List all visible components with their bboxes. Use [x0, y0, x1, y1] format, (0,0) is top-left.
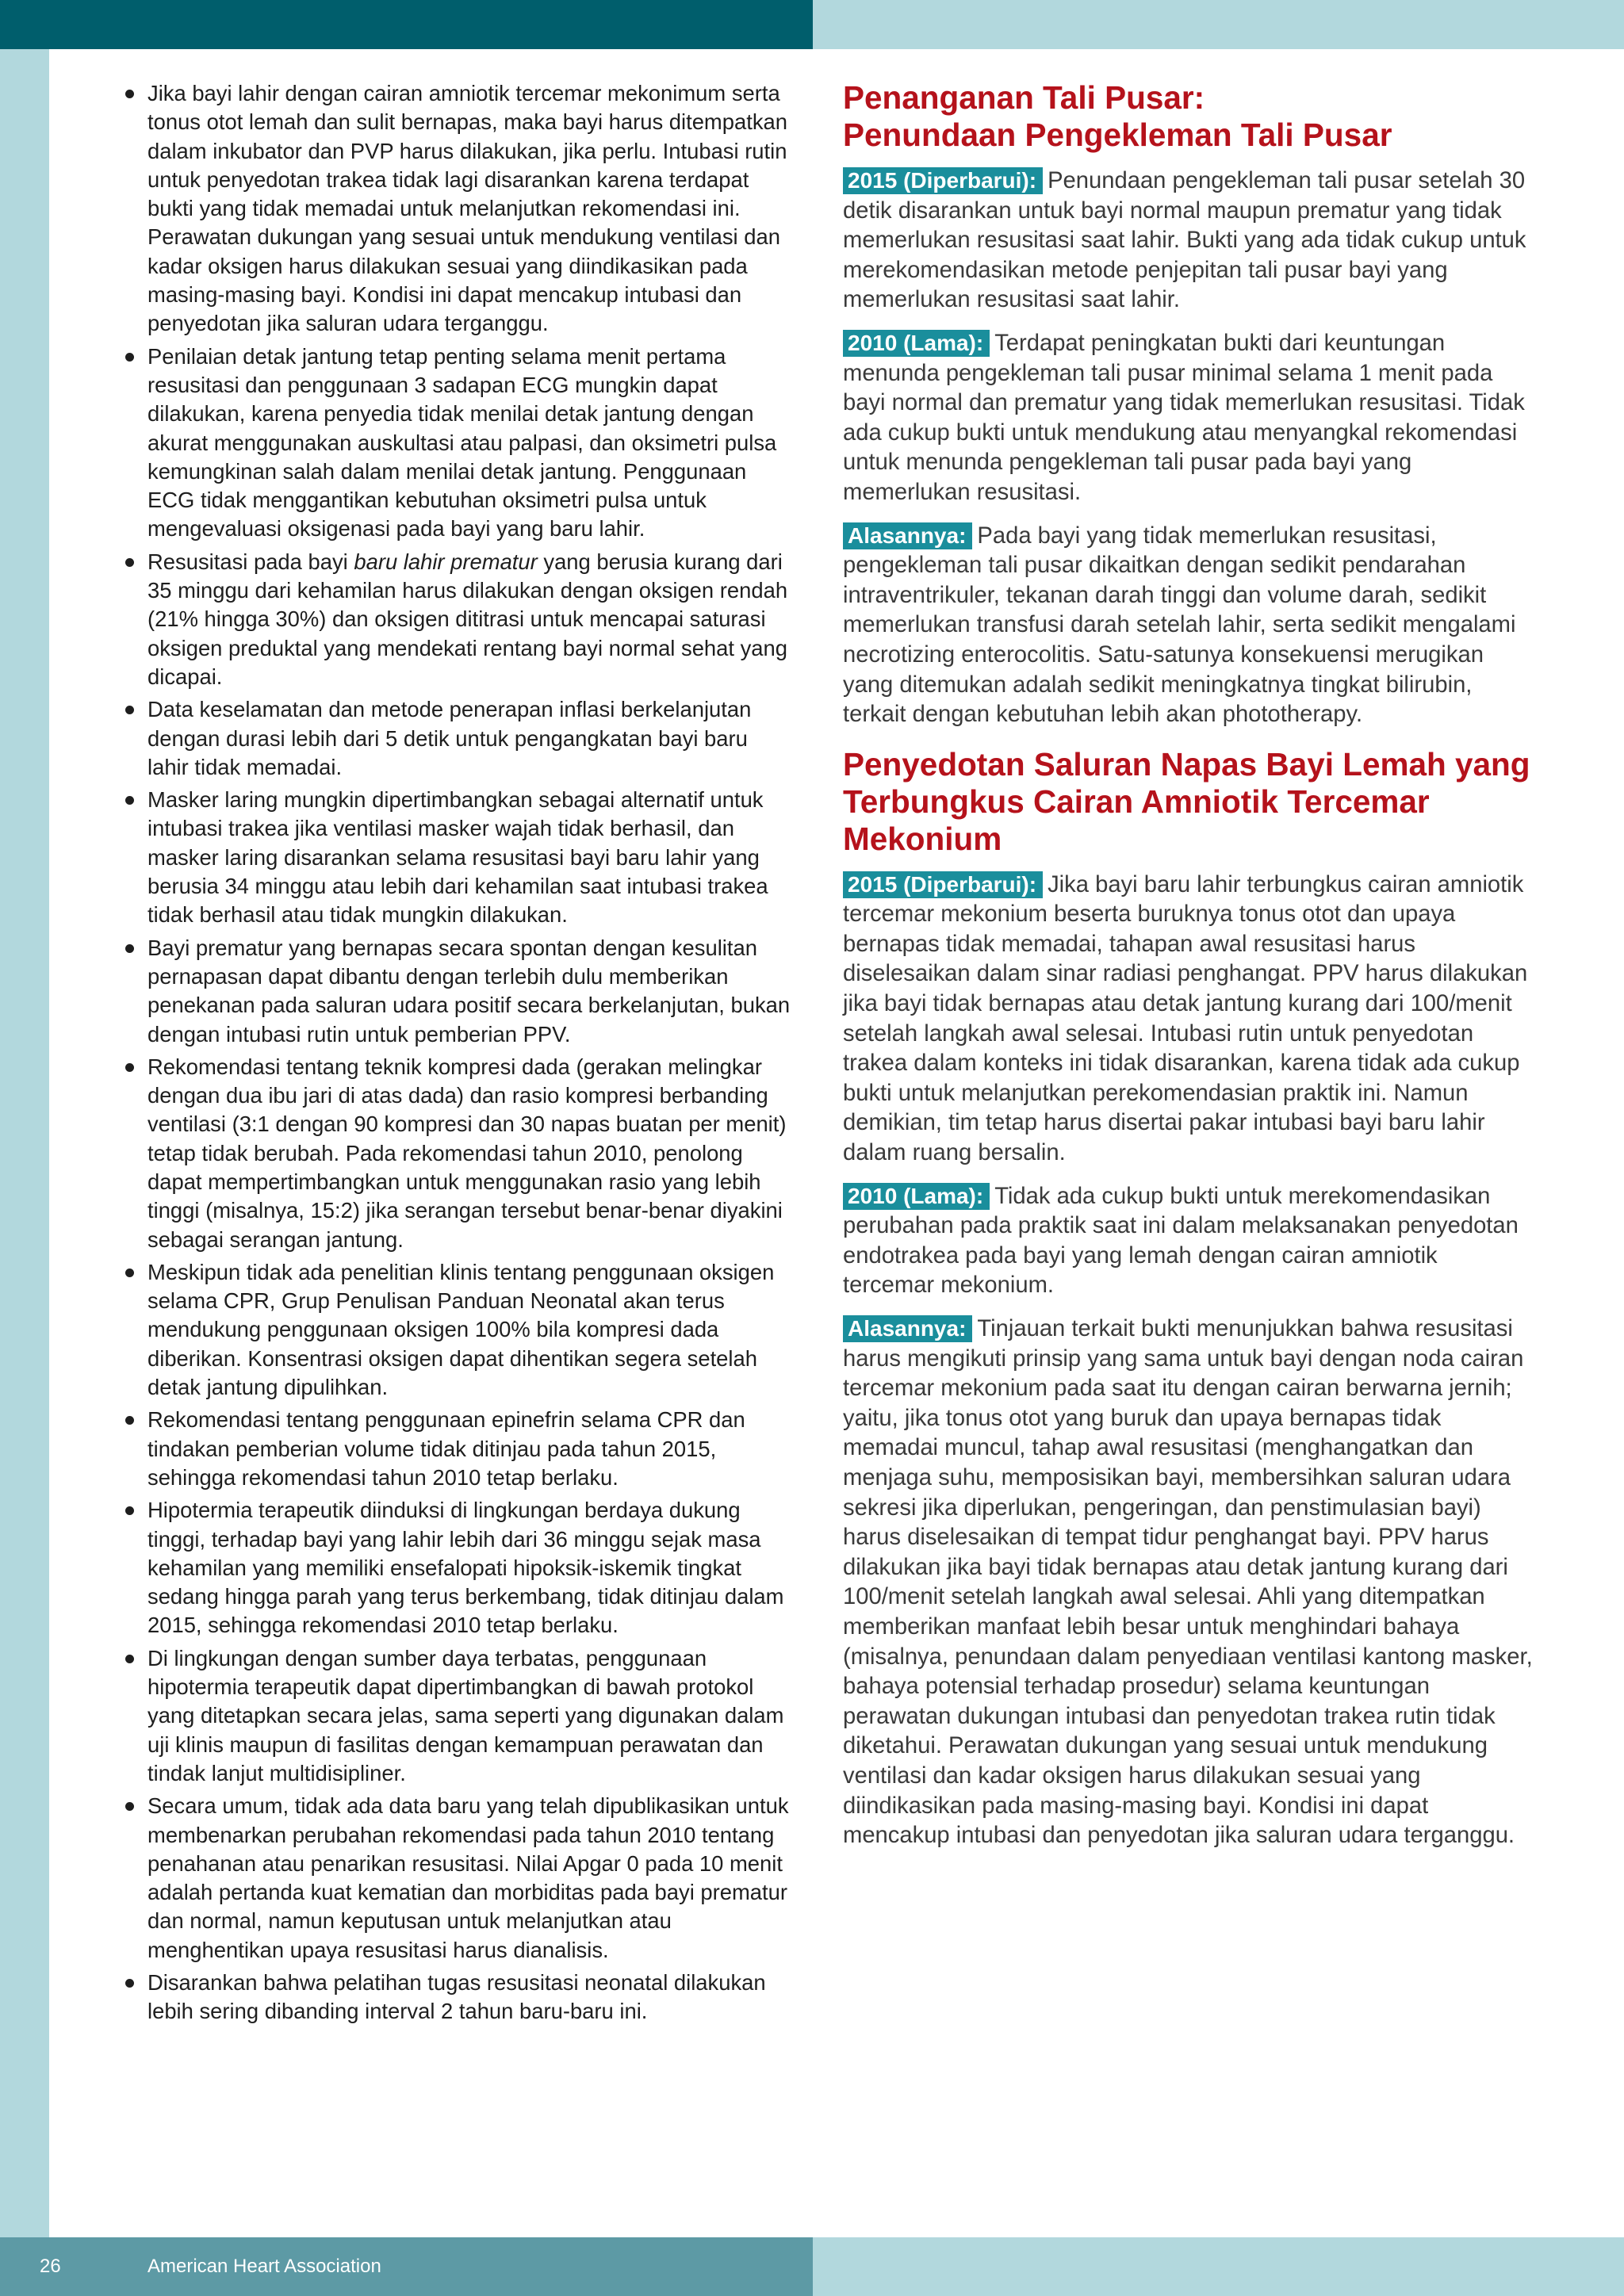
list-item: Meskipun tidak ada penelitian klinis tentang penggunaan oksigen selama CPR, Grup Penulisan Panduan Neonatal akan terus mendukung penggunaan oksigen 100% bila kompresi dada diberikan. Konsentrasi oksigen dapat dihentikan segera setelah detak jantung dipulihkan.	[121, 1258, 791, 1402]
list-item: Penilaian detak jantung tetap penting selama menit pertama resusitasi dan penggunaan 3 sadapan ECG mungkin dapat dilakukan, karena penyedia tidak menilai detak jantung dengan akurat menggunakan auskultasi atau palpasi, dan oksimetri pulsa kemungkinan salah dalam menilai detak jantung. Penggunaan ECG tidak menggantikan kebutuhan oksimetri pulsa untuk mengevaluasi oksigenasi pada bayi yang baru lahir.	[121, 342, 791, 544]
header-band-light	[813, 0, 1624, 49]
section-heading-meconium-suction: Penyedotan Saluran Napas Bayi Lemah yang Terbungkus Cairan Amniotik Tercemar Mekonium	[843, 745, 1530, 857]
list-item-text: Resusitasi pada bayi	[147, 549, 354, 574]
list-item: Di lingkungan dengan sumber daya terbatas, penggunaan hipotermia terapeutik dapat dipertimbangkan di bawah protokol yang ditetapkan secara jelas, sama seperti yang digunakan dalam uji klinis maupun di fasilitas dengan kemampuan perawatan dan tindak lanjut multidisipliner.	[121, 1644, 791, 1788]
list-item: Data keselamatan dan metode penerapan inflasi berkelanjutan dengan durasi lebih dari 5 detik untuk pengangkatan bayi baru lahir tidak memadai.	[121, 695, 791, 782]
paragraph-text: Terdapat peningkatan bukti dari keuntungan menunda pengekleman tali pusar minimal selama 1 menit pada bayi normal dan prematur yang tidak memerlukan resusitasi. Tidak ada cukup bukti untuk mendukung atau menyangkal rekomendasi untuk menunda pengekleman tali pusar pada bayi yang memerlukan resusitasi.	[843, 330, 1525, 505]
tag-label: 2010 (Lama):	[843, 1183, 990, 1210]
tag-label: Alasannya:	[843, 1315, 972, 1342]
paragraph-text: Pada bayi yang tidak memerlukan resusitasi, pengekleman tali pusar dikaitkan dengan sedikit pendarahan intraventrikuler, tekanan darah tinggi dan volume darah, sedikit memerlukan transfusi darah setelah lahir, serta sedikit mengalami necrotizing enterocolitis. Satu-satunya konsekuensi merugikan yang ditemukan adalah sedikit meningkatnya tingkat bilirubin, terkait dengan kebutuhan lebih akan phototherapy.	[843, 522, 1516, 728]
right-column	[843, 79, 1533, 1865]
paragraph-rationale	[843, 522, 1533, 730]
section-heading-cord-clamping: Penanganan Tali Pusar: Penundaan Pengekleman Tali Pusar	[843, 79, 1392, 153]
paragraph-2015-update	[843, 166, 1533, 316]
list-item-italic: baru lahir prematur	[354, 549, 538, 574]
recommendation-list	[121, 79, 791, 2026]
list-item: Jika bayi lahir dengan cairan amniotik tercemar mekonimum serta tonus otot lemah dan sulit bernapas, maka bayi harus ditempatkan dalam inkubator dan PVP harus dilakukan, jika perlu. Intubasi rutin untuk penyedotan trakea tidak lagi disarankan karena terdapat bukti yang tidak memadai untuk melanjutkan rekomendasi ini. Perawatan dukungan yang sesuai untuk mendukung ventilasi dan kadar oksigen harus dilakukan sesuai yang diindikasikan pada masing-masing bayi. Kondisi ini dapat mencakup intubasi dan penyedotan jika saluran udara terganggu.	[121, 79, 791, 339]
list-item: Rekomendasi tentang penggunaan epinefrin selama CPR dan tindakan pemberian volume tidak ditinjau pada tahun 2015, sehingga rekomendasi tahun 2010 tetap berlaku.	[121, 1406, 791, 1492]
list-item: Rekomendasi tentang teknik kompresi dada (gerakan melingkar dengan dua ibu jari di atas dada) dan rasio kompresi berbanding ventilasi (3:1 dengan 90 kompresi dan 30 napas buatan per menit) tetap tidak berubah. Pada rekomendasi tahun 2010, penolong dapat mempertimbangkan untuk menggunakan rasio yang lebih tinggi (misalnya, 15:2) jika serangan tersebut benar-benar diyakini sebagai serangan jantung.	[121, 1053, 791, 1254]
list-item: Bayi prematur yang bernapas secara spontan dengan kesulitan pernapasan dapat dibantu dengan terlebih dulu memberikan penekanan pada saluran udara positif secara berkelanjutan, bukan dengan intubasi rutin untuk pemberian PPV.	[121, 934, 791, 1049]
header-band-dark	[0, 0, 813, 49]
paragraph-2010-old	[843, 1182, 1533, 1301]
left-column	[121, 79, 791, 2030]
paragraph-text: Tinjauan terkait bukti menunjukkan bahwa resusitasi harus mengikuti prinsip yang sama untuk bayi dengan noda cairan tercemar mekonium pada saat itu dengan cairan berwarna jernih; yaitu, jika tonus otot yang buruk dan upaya bernapas tidak memadai muncul, tahap awal resusitasi (menghangatkan dan menjaga suhu, memposisikan bayi, membersihkan saluran udara sekresi jika diperlukan, pengeringan, dan penstimulasian bayi) harus diselesaikan di tempat tidur penghangat bayi. PPV harus dilakukan jika bayi tidak bernapas atau detak jantung kurang dari 100/menit setelah langkah awal selesai. Ahli yang ditempatkan memberikan manfaat lebih besar untuk menghindari bahaya (misalnya, penundaan dalam penyediaan ventilasi kantong masker, bahaya potensial terhadap prosedur) selama keuntungan perawatan dukungan intubasi dan penyedotan trakea rutin tidak diketahui. Perawatan dukungan yang sesuai untuk mendukung ventilasi dan kadar oksigen harus dilakukan sesuai yang diindikasikan pada masing-masing bayi. Kondisi ini dapat mencakup intubasi dan penyedotan jika saluran udara terganggu.	[843, 1316, 1533, 1849]
footer-band-light	[813, 2237, 1624, 2296]
list-item: Disarankan bahwa pelatihan tugas resusitasi neonatal dilakukan lebih sering dibanding interval 2 tahun baru-baru ini.	[121, 1969, 791, 2026]
footer-band-dark	[0, 2237, 813, 2296]
paragraph-rationale	[843, 1314, 1533, 1851]
tag-label: Alasannya:	[843, 522, 972, 549]
paragraph-2015-update	[843, 871, 1533, 1169]
page-number: 26	[40, 2256, 61, 2277]
tag-label: 2015 (Diperbarui):	[843, 871, 1043, 898]
list-item: Hipotermia terapeutik diinduksi di lingkungan berdaya dukung tinggi, terhadap bayi yang lahir lebih dari 36 minggu sejak masa kehamilan yang memiliki ensefalopati hipoksik-iskemik tingkat sedang hingga parah yang terus berkembang, tidak ditinjau dalam 2015, sehingga rekomendasi 2010 tetap berlaku.	[121, 1496, 791, 1640]
list-item: Secara umum, tidak ada data baru yang telah dipublikasikan untuk membenarkan perubahan rekomendasi pada tahun 2010 tentang penahanan atau penarikan resusitasi. Nilai Apgar 0 pada 10 menit adalah pertanda kuat kematian dan morbiditas pada bayi prematur dan normal, namun keputusan untuk melanjutkan atau menghentikan upaya resusitasi harus dianalisis.	[121, 1792, 791, 1965]
tag-label: 2010 (Lama):	[843, 330, 990, 357]
list-item-text: yang berusia kurang dari 35 minggu dari kehamilan harus dilakukan dengan oksigen rendah (21% hingga 30%) dan oksigen dititrasi untuk mencapai saturasi oksigen preduktal yang mendekati rentang bayi normal sehat yang dicapai.	[147, 549, 788, 689]
paragraph-text: Tidak ada cukup bukti untuk merekomendasikan perubahan pada praktik saat ini dalam melaksanakan penyedotan endotrakea pada bayi yang lemah dengan cairan amniotik tercemar mekonium.	[843, 1183, 1519, 1299]
footer-organization: American Heart Association	[147, 2256, 381, 2277]
list-item	[121, 548, 791, 691]
paragraph-2010-old	[843, 329, 1533, 508]
list-item: Masker laring mungkin dipertimbangkan sebagai alternatif untuk intubasi trakea jika ventilasi masker wajah tidak berhasil, dan masker laring disarankan selama resusitasi bayi baru lahir yang berusia 34 minggu atau lebih dari kehamilan saat intubasi trakea tidak berhasil atau tidak mungkin dilakukan.	[121, 786, 791, 929]
tag-label: 2015 (Diperbarui):	[843, 167, 1043, 194]
paragraph-text: Penundaan pengekleman tali pusar setelah 30 detik disarankan untuk bayi normal maupun prematur yang tidak memerlukan resusitasi saat lahir. Bukti yang ada tidak cukup untuk merekomendasikan metode penjepitan tali pusar bayi yang memerlukan resusitasi saat lahir.	[843, 168, 1526, 313]
left-margin-strip	[0, 49, 49, 2286]
paragraph-text: Jika bayi baru lahir terbungkus cairan amniotik tercemar mekonium beserta buruknya tonus otot dan upaya bernapas tidak memadai, tahapan awal resusitasi harus diselesaikan dalam sinar radiasi penghangat. PPV harus dilakukan jika bayi tidak bernapas atau detak jantung kurang dari 100/menit setelah langkah awal selesai. Intubasi rutin untuk penyedotan trakea dalam konteks ini tidak disarankan, karena tidak ada cukup bukti untuk melanjutkan perekomendasian praktik ini. Namun demikian, tim tetap harus disertai pakar intubasi bayi baru lahir dalam ruang bersalin.	[843, 871, 1528, 1166]
